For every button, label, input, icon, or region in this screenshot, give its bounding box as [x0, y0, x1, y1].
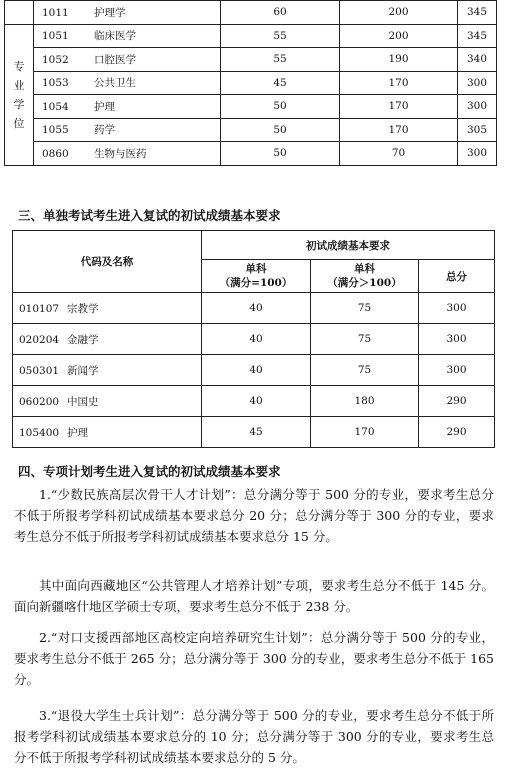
single-score-over-100: 75: [311, 355, 419, 386]
total-score: 290: [419, 417, 495, 448]
table-row: [5, 142, 497, 166]
single-score-100: 60: [221, 1, 340, 25]
single-score-over-100: 170: [340, 95, 458, 119]
program-cell: 060200 中国史: [13, 386, 202, 417]
total-score: 345: [458, 24, 497, 48]
total-score: 300: [419, 293, 495, 324]
single-score-100: 40: [202, 355, 311, 386]
program-cell: 1052 口腔医学: [34, 48, 221, 72]
program-cell: 0860 生物与医药: [34, 142, 221, 166]
paragraph: 其中面向西藏地区“公共管理人才培养计划”专项，要求考生总分不低于 145 分。面向新疆喀什地区学硕士专项，要求考生总分不低于 238 分。: [14, 578, 494, 614]
table-row: [13, 386, 495, 417]
single-score-over-100: 75: [311, 324, 419, 355]
single-score-over-100: 200: [340, 24, 458, 48]
single-score-over-100: 200: [340, 1, 458, 25]
total-score: 305: [458, 118, 497, 142]
total-score: 300: [419, 355, 495, 386]
table-row: [13, 355, 495, 386]
single-score-over-100: 170: [340, 71, 458, 95]
table-row: [5, 118, 497, 142]
paragraph: 3.“退役大学生士兵计划”：总分满分等于 500 分的专业，要求考生总分不低于所报考学科初试成绩基本要求总分的 10 分；总分满分等于 300 分的专业，要求考生总分不低于所报考学科初试成绩基本要求总分的 5 分。: [14, 708, 494, 765]
program-cell: 1054 护理: [34, 95, 221, 119]
single-over-100-header: 单科 （满分＞100）: [311, 260, 419, 293]
single-score-over-100: 70: [340, 142, 458, 166]
single-score-over-100: 75: [311, 293, 419, 324]
single-score-100: 45: [202, 417, 311, 448]
category-label: 专 业 学 位: [5, 24, 34, 165]
independent-exam-table: [12, 230, 495, 448]
single-score-over-100: 190: [340, 48, 458, 72]
table-row: [5, 71, 497, 95]
table-row: [13, 324, 495, 355]
single-score-100: 40: [202, 386, 311, 417]
table-row: [5, 24, 497, 48]
paragraph: 2.“对口支援西部地区高校定向培养研究生计划”：总分满分等于 500 分的专业，要求考生总分不低于 265 分；总分满分等于 300 分的专业，要求考生总分不低于 165 分。: [14, 630, 494, 687]
program-cell: 1053 公共卫生: [34, 71, 221, 95]
requirements-group-header: 初试成绩基本要求: [202, 231, 495, 260]
total-score: 300: [458, 142, 497, 166]
program-cell: 1051 临床医学: [34, 24, 221, 48]
single-100-header: 单科 （满分=100）: [202, 260, 311, 293]
program-cell: 010107 宗教学: [13, 293, 202, 324]
single-score-over-100: 170: [311, 417, 419, 448]
table-row: [13, 417, 495, 448]
single-score-100: 50: [221, 142, 340, 166]
program-cell: 020204 金融学: [13, 324, 202, 355]
single-score-100: 55: [221, 24, 340, 48]
section3-heading: 三、单独考试考生进入复试的初试成绩基本要求: [18, 208, 281, 223]
section4-heading: 四、专项计划考生进入复试的初试成绩基本要求: [18, 464, 281, 479]
single-score-100: 50: [221, 118, 340, 142]
paragraph: 1.“少数民族高层次骨干人才计划”：总分满分等于 500 分的专业，要求考生总分不低于所报考学科初试成绩基本要求总分 20 分；总分满分等于 300 分的专业，要求考生总分不低于所报考学科初试成绩基本要求总分 15 分。: [14, 487, 494, 544]
professional-degree-table: [4, 0, 497, 166]
total-score: 290: [419, 386, 495, 417]
table-row: [5, 48, 497, 72]
table-row: [5, 95, 497, 119]
total-score: 345: [458, 1, 497, 25]
total-score: 300: [458, 71, 497, 95]
program-cell: 1011 护理学: [34, 1, 221, 25]
program-cell: 1055 药学: [34, 118, 221, 142]
single-score-100: 45: [221, 71, 340, 95]
category-cell-empty: [5, 1, 34, 25]
header-row: [13, 231, 495, 260]
single-score-over-100: 180: [311, 386, 419, 417]
total-score: 300: [458, 95, 497, 119]
single-score-100: 40: [202, 324, 311, 355]
single-score-100: 40: [202, 293, 311, 324]
total-score: 340: [458, 48, 497, 72]
total-header: 总分: [419, 260, 495, 293]
table-row: [5, 1, 497, 25]
single-score-100: 50: [221, 95, 340, 119]
single-score-100: 55: [221, 48, 340, 72]
single-score-over-100: 170: [340, 118, 458, 142]
program-cell: 050301 新闻学: [13, 355, 202, 386]
total-score: 300: [419, 324, 495, 355]
code-name-header: 代码及名称: [13, 231, 202, 293]
table-row: [13, 293, 495, 324]
program-cell: 105400 护理: [13, 417, 202, 448]
